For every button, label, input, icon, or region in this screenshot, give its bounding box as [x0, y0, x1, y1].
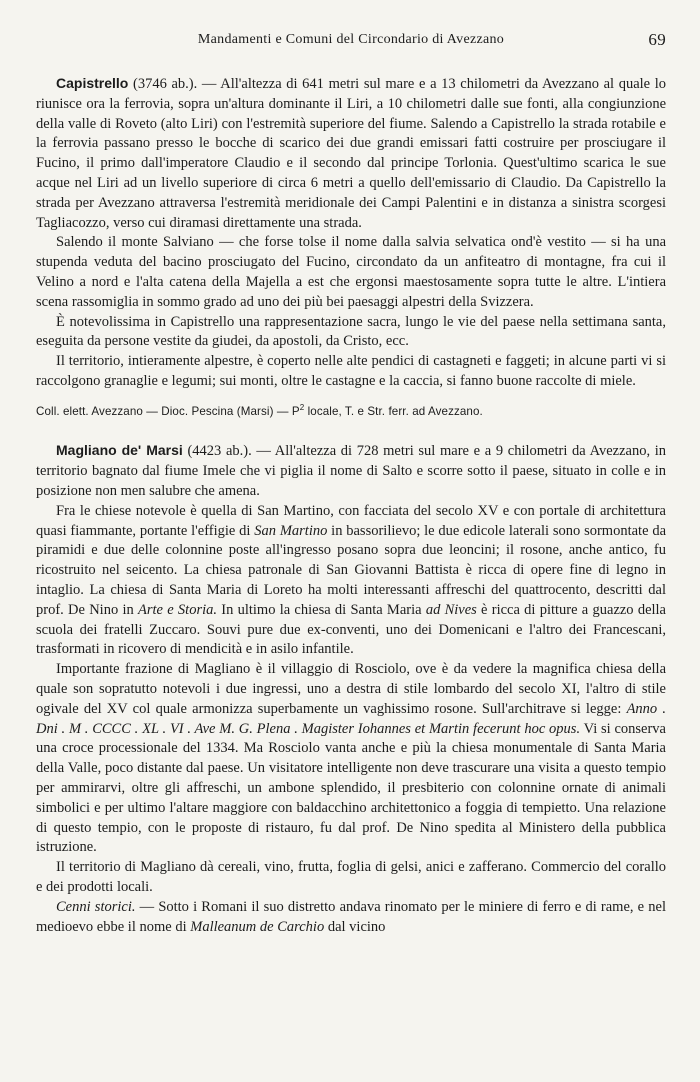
running-header — [36, 32, 666, 48]
entry-heading-capistrello: Capistrello — [56, 75, 129, 91]
page-number: 69 — [648, 30, 666, 49]
capistrello-admin-note: Coll. elett. Avezzano — Dioc. Pescina (Marsi) — $P^2$ locale, T. e Str. ferr. ad Avezzano. — [36, 402, 483, 418]
running-title: Mandamenti e Comuni del Circondario di Avezzano — [197, 32, 505, 47]
capistrello-population: (3746 ab.). — [133, 76, 198, 92]
entry-heading-magliano: Magliano de' Marsi — [56, 442, 183, 459]
magliano-paragraph-4: Il territorio di Magliano dà cereali, vino, frutta, foglia di gelsi, anici e zafferano. Commercio del corallo e dei prodotti locali. — [36, 859, 666, 895]
capistrello-paragraph-4: Il territorio, intieramente alpestre, è coperto nelle alte pendici di castagneti e faggeti; in alcune parti vi si raccolgono granaglie e legumi; sui monti, oltre le castagne e la caccia, si fanno buone raccolte di miele. — [36, 353, 666, 389]
article-body — [36, 74, 666, 937]
magliano-paragraph-1: Magliano de' Marsi (4423 ab.). — All'altezza di 728 metri sul mare e a 9 chilometri da Avezzano, in territorio bagnato dal fiume Imele che vi piglia il nome di Salto e scorre sotto il paese, situato in colle e in posizione non men salubre che amena. — [36, 442, 667, 499]
capistrello-paragraph-3: È notevolissima in Capistrello una rappresentazione sacra, lungo le vie del paese nella settimana santa, eseguita da persone vestite da giudei, da apostoli, da Cristo, ecc. — [36, 313, 666, 350]
magliano-paragraph-5: Cenni storici. — Sotto i Romani il suo distretto andava rinomato per le miniere di ferro e di rame, e nel medioevo ebbe il nome di Malleanum de Carchio dal vicino — [36, 898, 666, 935]
architrave-inscription: Anno . Dni . M . CCCC . XL . VI . Ave M. G. Plena . Magister Iohannes et Martin fecerunt hoc opus. — [36, 700, 666, 737]
capistrello-paragraph-1: Capistrello (3746 ab.). — All'altezza di 641 metri sul mare e a 13 chilometri da Avezzano al quale lo riunisce ora la ferrovia, sopra un'altura dominante il Liri, a 10 chilometri dalle sue fonti, alla congiunzione della valle di Roveto (alto Liri) con l'estremità superiore del fiume. Salendo a Capistrello la strada rotabile e la ferrovia passano presso le bocche di scarico dei due grandi emissari fatti costruire per prosciugare il Fucino, il primo dall'imperatore Claudio e il secondo dal principe Torlonia. Quest'ultimo scarica le sue acque nel Liri ad un livello superiore di circa 6 metri a quello dell'emissario di Claudio. Da Capistrello la strada per Avezzano attraversa l'estremità meridionale dei Campi Palentini e in distanza a sinistra scorgesi Tagliacozzo, verso cui diramasi direttamente una strada. — [36, 75, 667, 231]
magliano-population: (4423 ab.). — [187, 443, 252, 460]
capistrello-paragraph-2: Salendo il monte Salviano — che forse tolse il nome dalla salvia selvatica ond'è vestito — si ha una stupenda veduta del bacino prosciugato del Fucino, circondato da un anfiteatro di montagne, fra cui il Velino a nord e l'alta catena della Majella a est che ergonsi maestosamente sopra tutte le altre. L'intiera scena rassomiglia in sommo grado ad uno dei più bei paesaggi alpestri della Svizzera. — [36, 234, 666, 310]
magliano-paragraph-2: Fra le chiese notevole è quella di San Martino, con facciata del secolo XV e con portale di architettura quasi fiammante, portante l'effigie di San Martino in bassorilievo; le due edicole laterali sono sormontate da piramidi e due delle colonnine poste all'ingresso posano sopra due leoncini; il rosone, anche antico, fu ricostruito nel seicento. La chiesa patronale di San Giovanni Battista è ricca di opere fine di legno in intaglio. La chiesa di Santa Maria di Loreto ha molti interessanti affreschi del quattrocento, descritti dal prof. De Nino in Arte e Storia. In ultimo la chiesa di Santa Maria ad Nives è ricca di pitture a guazzo della scuola dei fratelli Zuccaro. Souvi pure due ex-conventi, uno dei Domenicani e l'altro dei Francescani, trasformati in ricovero di mendicità e in asilo infantile. — [36, 502, 667, 658]
magliano-paragraph-3: Importante frazione di Magliano è il villaggio di Rosciolo, ove è da vedere la magnifica chiesa della quale son sopratutto notevoli i due ingressi, uno a destra di stile lombardo del secolo XI, l'altro di stile ogivale del XV col quale armonizza superbamente un vaghissimo rosone. Sull'architrave si legge: Anno . Dni . M . CCCC . XL . VI . Ave M. G. Plena . Magister Iohannes et Martin fecerunt hoc opus. Vi si conserva una croce processionale del 1334. Ma Rosciolo vanta anche e più la chiesa monumentale di Santa Maria della Valle, poco distante dal paese. Un visitatore intelligente non deve trascurare una visita a questo tempio per ammirarvi, oltre gli affreschi, un ambone splendido, il presbiterio con colonnine ornate di animali simbolici e per ultimo l'altare maggiore con baldacchino architettonico a foggia di tempietto. Una relazione di questo tempio, con le proposte di ristauro, fu dal prof. De Nino spedita al Ministero della pubblica istruzione. — [36, 661, 666, 856]
